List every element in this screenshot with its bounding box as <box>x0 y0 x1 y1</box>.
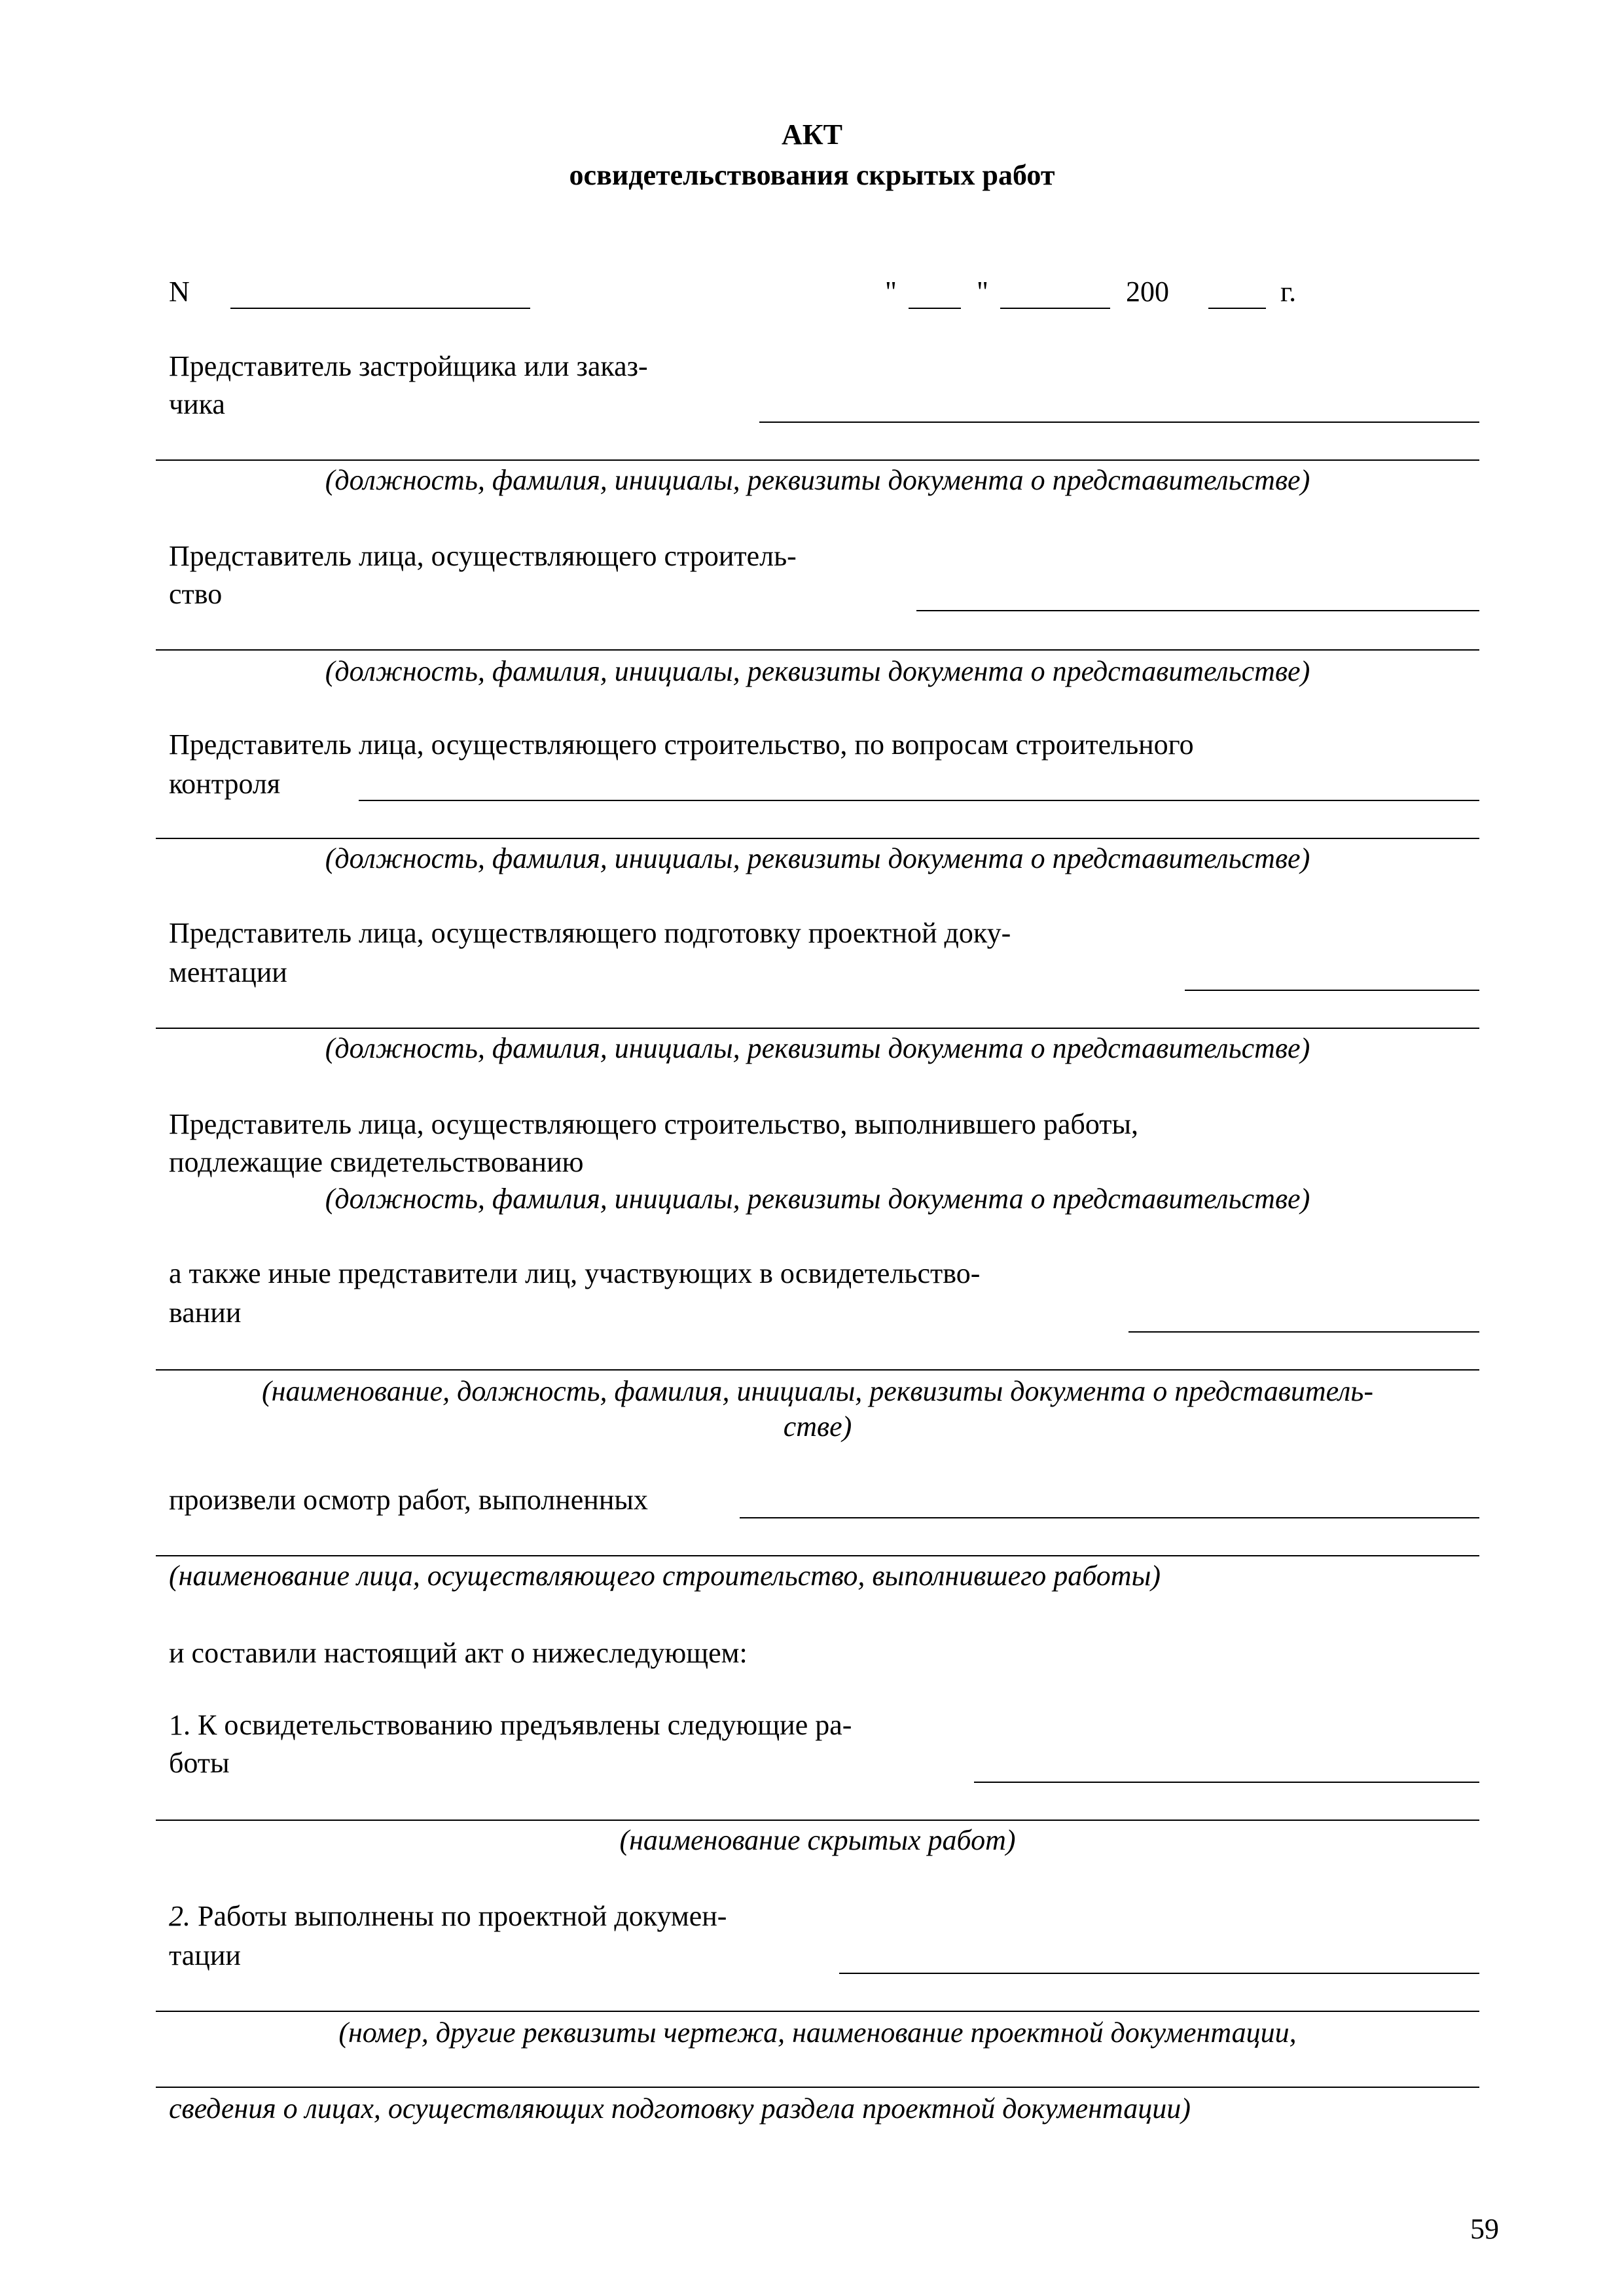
builder-rep-label-line1: Представитель лица, осуществляющего строитель- <box>169 540 797 572</box>
design-rep-blank-full <box>156 1028 1479 1029</box>
drawing-blank-full <box>156 2087 1479 2088</box>
developer-rep-blank-full <box>156 459 1479 461</box>
caption-builder-rep: (должность, фамилия, инициалы, реквизиты документа о представительстве) <box>325 655 1310 687</box>
design-rep-label-line2: ментации <box>169 956 287 988</box>
item1-blank <box>974 1782 1479 1783</box>
design-rep-label-line1: Представитель лица, осуществляющего подготовку проектной доку- <box>169 917 1011 949</box>
item1-label-line2: боты <box>169 1747 230 1779</box>
caption-other-reps-line1: (наименование, должность, фамилия, инициалы, реквизиты документа о представитель- <box>262 1375 1373 1407</box>
date-year-prefix: 200 <box>1126 276 1169 308</box>
caption-hidden-works: (наименование скрытых работ) <box>619 1824 1016 1856</box>
performer-rep-label-line1: Представитель лица, осуществляющего строительство, выполнившего работы, <box>169 1108 1139 1140</box>
control-rep-blank <box>359 800 1479 801</box>
developer-rep-label-line1: Представитель застройщика или заказ- <box>169 350 648 382</box>
item2-text: Работы выполнены по проектной докумен- <box>190 1900 727 1932</box>
design-rep-blank <box>1185 990 1479 991</box>
item2-number: 2. <box>169 1900 190 1932</box>
control-rep-label-line1: Представитель лица, осуществляющего строительство, по вопросам строительного <box>169 728 1194 761</box>
page-title: АКТ <box>781 118 843 151</box>
item2-label-line2: тации <box>169 1939 241 1971</box>
inspected-label: произвели осмотр работ, выполненных <box>169 1484 648 1516</box>
control-rep-label-line2: контроля <box>169 768 281 800</box>
caption-drawing-line1: (номер, другие реквизиты чертежа, наименование проектной документации, <box>338 2017 1297 2049</box>
builder-rep-label-line2: ство <box>169 578 223 610</box>
caption-design-rep: (должность, фамилия, инициалы, реквизиты документа о представительстве) <box>325 1032 1310 1064</box>
caption-drawing-line2: сведения о лицах, осуществляющих подготовку раздела проектной документации) <box>169 2092 1191 2125</box>
caption-control-rep: (должность, фамилия, инициалы, реквизиты документа о представительстве) <box>325 842 1310 874</box>
builder-rep-blank-full <box>156 649 1479 651</box>
performer-rep-label-line2: подлежащие свидетельствованию <box>169 1146 584 1178</box>
inspected-blank <box>740 1517 1479 1518</box>
page-subtitle: освидетельствования скрытых работ <box>569 159 1055 191</box>
other-reps-label-line1: а также иные представители лиц, участвующих в освидетельство- <box>169 1257 981 1289</box>
item2-blank <box>839 1973 1479 1974</box>
date-year-suffix: г. <box>1280 276 1297 308</box>
item1-blank-full <box>156 1820 1479 1821</box>
number-label: N <box>169 276 190 308</box>
date-month-blank <box>1000 308 1110 309</box>
item1-label-line1: 1. К освидетельствованию предъявлены следующие ра- <box>169 1709 852 1741</box>
number-blank <box>230 308 530 309</box>
caption-developer-rep: (должность, фамилия, инициалы, реквизиты документа о представительстве) <box>325 464 1310 496</box>
builder-rep-blank <box>916 610 1479 611</box>
date-quote-open: " <box>885 276 897 308</box>
caption-builder-org: (наименование лица, осуществляющего строительство, выполнившего работы) <box>169 1560 1161 1592</box>
developer-rep-label-line2: чика <box>169 388 225 420</box>
other-reps-blank <box>1128 1331 1479 1333</box>
developer-rep-blank <box>759 422 1479 423</box>
item2-blank-full <box>156 2011 1479 2012</box>
other-reps-blank-full <box>156 1369 1479 1371</box>
date-year-blank <box>1208 308 1266 309</box>
item2-label-line1 <box>169 1898 727 1935</box>
compiled-text: и составили настоящий акт о нижеследующем: <box>169 1637 748 1669</box>
date-quote-close: " <box>977 276 988 308</box>
caption-performer-rep: (должность, фамилия, инициалы, реквизиты документа о представительстве) <box>325 1183 1310 1215</box>
inspected-blank-full <box>156 1555 1479 1556</box>
page-number: 59 <box>1470 2213 1499 2245</box>
date-day-blank <box>909 308 961 309</box>
other-reps-label-line2: вании <box>169 1297 242 1329</box>
control-rep-blank-full <box>156 838 1479 839</box>
caption-other-reps-line2: стве) <box>783 1410 852 1443</box>
